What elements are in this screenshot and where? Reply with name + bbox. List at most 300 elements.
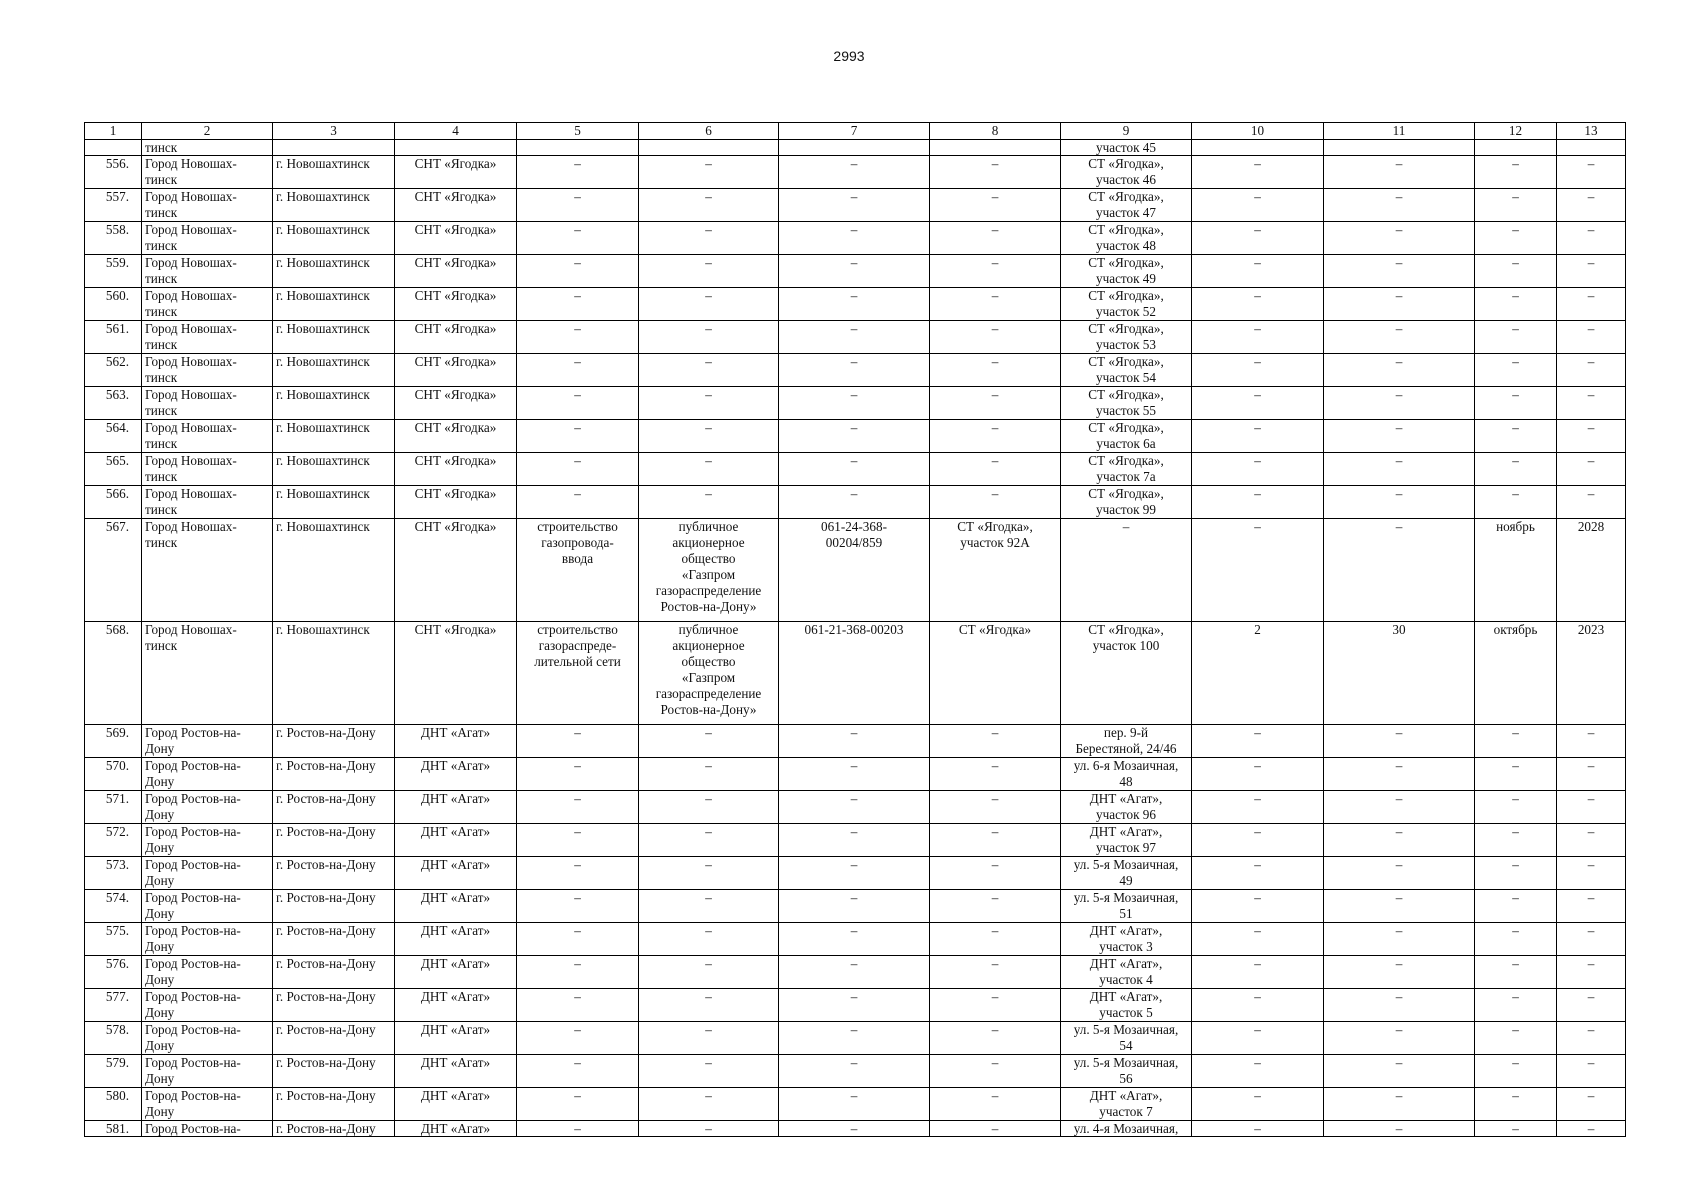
cell-col-11: – — [1324, 420, 1475, 453]
cell-col-7: – — [779, 923, 930, 956]
cell-col-2: Город Новошах- тинск — [142, 189, 273, 222]
cell-col-11: – — [1324, 725, 1475, 758]
cell-col-3: г. Новошахтинск — [273, 354, 395, 387]
cell-col-13: – — [1557, 354, 1626, 387]
table-row — [85, 156, 1626, 189]
cell-col-6: – — [639, 354, 779, 387]
cell-col-3: г. Ростов-на-Дону — [273, 791, 395, 824]
table-row — [85, 387, 1626, 420]
cell-col-9: ул. 5-я Мозаичная, 51 — [1061, 890, 1192, 923]
cell-col-1: 560. — [85, 288, 142, 321]
table-row — [85, 1121, 1626, 1137]
cell-col-4: СНТ «Ягодка» — [395, 387, 517, 420]
cell-col-9: СТ «Ягодка», участок 100 — [1061, 622, 1192, 725]
cell-col-9: ДНТ «Агат», участок 4 — [1061, 956, 1192, 989]
continuation-cell-3 — [273, 140, 395, 156]
cell-col-8: – — [930, 486, 1061, 519]
cell-col-12: – — [1475, 857, 1557, 890]
cell-col-3: г. Новошахтинск — [273, 486, 395, 519]
cell-col-13: – — [1557, 288, 1626, 321]
cell-col-7: – — [779, 824, 930, 857]
cell-col-5: – — [517, 486, 639, 519]
cell-col-3: г. Ростов-на-Дону — [273, 1121, 395, 1137]
table-row — [85, 989, 1626, 1022]
cell-col-10: – — [1192, 354, 1324, 387]
cell-col-4: ДНТ «Агат» — [395, 1121, 517, 1137]
cell-col-1: 571. — [85, 791, 142, 824]
column-header-7: 7 — [779, 123, 930, 140]
cell-col-1: 575. — [85, 923, 142, 956]
table-row — [85, 1088, 1626, 1121]
cell-col-12: – — [1475, 989, 1557, 1022]
cell-col-6: – — [639, 725, 779, 758]
cell-col-8: – — [930, 923, 1061, 956]
page-number: 2993 — [833, 48, 865, 64]
cell-col-5: – — [517, 791, 639, 824]
cell-col-1: 564. — [85, 420, 142, 453]
cell-col-10: – — [1192, 758, 1324, 791]
cell-col-1: 573. — [85, 857, 142, 890]
table-row — [85, 923, 1626, 956]
cell-col-9: ул. 6-я Мозаичная, 48 — [1061, 758, 1192, 791]
cell-col-4: СНТ «Ягодка» — [395, 189, 517, 222]
cell-col-4: СНТ «Ягодка» — [395, 622, 517, 725]
cell-col-5: – — [517, 923, 639, 956]
cell-col-7: – — [779, 725, 930, 758]
cell-col-4: ДНТ «Агат» — [395, 956, 517, 989]
table-row — [85, 857, 1626, 890]
column-header-13: 13 — [1557, 123, 1626, 140]
cell-col-1: 576. — [85, 956, 142, 989]
cell-col-7: – — [779, 321, 930, 354]
cell-col-9: СТ «Ягодка», участок 49 — [1061, 255, 1192, 288]
cell-col-13: 2028 — [1557, 519, 1626, 622]
cell-col-12: ноябрь — [1475, 519, 1557, 622]
cell-col-6: – — [639, 321, 779, 354]
cell-col-13: – — [1557, 824, 1626, 857]
cell-col-8: – — [930, 725, 1061, 758]
cell-col-7: – — [779, 486, 930, 519]
table-row — [85, 725, 1626, 758]
cell-col-4: СНТ «Ягодка» — [395, 222, 517, 255]
cell-col-12: – — [1475, 956, 1557, 989]
cell-col-3: г. Новошахтинск — [273, 156, 395, 189]
cell-col-3: г. Ростов-на-Дону — [273, 923, 395, 956]
table-row — [85, 321, 1626, 354]
cell-col-8: – — [930, 857, 1061, 890]
cell-col-1: 563. — [85, 387, 142, 420]
cell-col-13: – — [1557, 1022, 1626, 1055]
cell-col-6: – — [639, 989, 779, 1022]
cell-col-5: – — [517, 956, 639, 989]
cell-col-11: – — [1324, 486, 1475, 519]
cell-col-13: – — [1557, 255, 1626, 288]
cell-col-12: – — [1475, 288, 1557, 321]
cell-col-6: – — [639, 222, 779, 255]
cell-col-1: 556. — [85, 156, 142, 189]
cell-col-6: – — [639, 387, 779, 420]
cell-col-4: ДНТ «Агат» — [395, 989, 517, 1022]
cell-col-12: – — [1475, 486, 1557, 519]
cell-col-13: – — [1557, 956, 1626, 989]
cell-col-10: – — [1192, 288, 1324, 321]
cell-col-3: г. Ростов-на-Дону — [273, 758, 395, 791]
cell-col-10: – — [1192, 222, 1324, 255]
cell-col-13: – — [1557, 1121, 1626, 1137]
cell-col-7: 061-24-368- 00204/859 — [779, 519, 930, 622]
cell-col-5: – — [517, 453, 639, 486]
cell-col-12: – — [1475, 453, 1557, 486]
cell-col-2: Город Ростов-на- Дону — [142, 857, 273, 890]
cell-col-9: СТ «Ягодка», участок 54 — [1061, 354, 1192, 387]
cell-col-11: – — [1324, 189, 1475, 222]
cell-col-7: – — [779, 354, 930, 387]
cell-col-12: – — [1475, 354, 1557, 387]
cell-col-2: Город Новошах- тинск — [142, 321, 273, 354]
cell-col-13: – — [1557, 989, 1626, 1022]
cell-col-9: СТ «Ягодка», участок 7а — [1061, 453, 1192, 486]
cell-col-3: г. Ростов-на-Дону — [273, 1055, 395, 1088]
cell-col-10: – — [1192, 1088, 1324, 1121]
cell-col-1: 577. — [85, 989, 142, 1022]
cell-col-5: – — [517, 890, 639, 923]
table-body — [85, 140, 1626, 1137]
cell-col-13: – — [1557, 1055, 1626, 1088]
cell-col-2: Город Ростов-на- Дону — [142, 1088, 273, 1121]
cell-col-3: г. Новошахтинск — [273, 420, 395, 453]
column-header-5: 5 — [517, 123, 639, 140]
cell-col-3: г. Новошахтинск — [273, 189, 395, 222]
cell-col-2: Город Новошах- тинск — [142, 420, 273, 453]
cell-col-5: – — [517, 156, 639, 189]
cell-col-5: – — [517, 1121, 639, 1137]
cell-col-6: – — [639, 453, 779, 486]
cell-col-13: – — [1557, 321, 1626, 354]
cell-col-11: – — [1324, 222, 1475, 255]
table-row — [85, 420, 1626, 453]
cell-col-13: – — [1557, 923, 1626, 956]
cell-col-11: – — [1324, 288, 1475, 321]
cell-col-13: – — [1557, 725, 1626, 758]
cell-col-2: Город Новошах- тинск — [142, 453, 273, 486]
cell-col-2: Город Ростов-на- Дону — [142, 791, 273, 824]
continuation-cell-5 — [517, 140, 639, 156]
cell-col-9: СТ «Ягодка», участок 48 — [1061, 222, 1192, 255]
cell-col-3: г. Ростов-на-Дону — [273, 1088, 395, 1121]
cell-col-10: – — [1192, 989, 1324, 1022]
cell-col-9: ДНТ «Агат», участок 5 — [1061, 989, 1192, 1022]
cell-col-2: Город Ростов-на- Дону — [142, 1022, 273, 1055]
cell-col-13: – — [1557, 758, 1626, 791]
cell-col-3: г. Новошахтинск — [273, 288, 395, 321]
cell-col-12: – — [1475, 1121, 1557, 1137]
cell-col-5: строительство газораспреде- лительной сети — [517, 622, 639, 725]
continuation-cell-10 — [1192, 140, 1324, 156]
cell-col-7: – — [779, 1055, 930, 1088]
cell-col-1: 570. — [85, 758, 142, 791]
cell-col-7: – — [779, 453, 930, 486]
table-row — [85, 519, 1626, 622]
cell-col-6: – — [639, 189, 779, 222]
cell-col-10: – — [1192, 857, 1324, 890]
cell-col-4: ДНТ «Агат» — [395, 824, 517, 857]
cell-col-12: – — [1475, 156, 1557, 189]
cell-col-1: 557. — [85, 189, 142, 222]
cell-col-11: – — [1324, 890, 1475, 923]
column-header-9: 9 — [1061, 123, 1192, 140]
cell-col-13: – — [1557, 222, 1626, 255]
cell-col-3: г. Ростов-на-Дону — [273, 824, 395, 857]
cell-col-12: – — [1475, 725, 1557, 758]
cell-col-6: – — [639, 1022, 779, 1055]
cell-col-9: СТ «Ягодка», участок 47 — [1061, 189, 1192, 222]
cell-col-7: – — [779, 1121, 930, 1137]
cell-col-3: г. Новошахтинск — [273, 622, 395, 725]
cell-col-4: СНТ «Ягодка» — [395, 354, 517, 387]
cell-col-6: – — [639, 758, 779, 791]
cell-col-2: Город Ростов-на- Дону — [142, 923, 273, 956]
cell-col-5: – — [517, 857, 639, 890]
cell-col-11: – — [1324, 1121, 1475, 1137]
cell-col-10: – — [1192, 519, 1324, 622]
cell-col-5: – — [517, 824, 639, 857]
cell-col-5: – — [517, 420, 639, 453]
cell-col-6: – — [639, 824, 779, 857]
cell-col-4: СНТ «Ягодка» — [395, 486, 517, 519]
column-number-header-row — [85, 123, 1626, 140]
cell-col-1: 568. — [85, 622, 142, 725]
cell-col-5: – — [517, 1055, 639, 1088]
cell-col-11: – — [1324, 791, 1475, 824]
cell-col-7: – — [779, 1022, 930, 1055]
cell-col-10: – — [1192, 725, 1324, 758]
cell-col-1: 579. — [85, 1055, 142, 1088]
cell-col-1: 567. — [85, 519, 142, 622]
cell-col-8: – — [930, 956, 1061, 989]
cell-col-7: – — [779, 387, 930, 420]
table-row — [85, 354, 1626, 387]
cell-col-10: – — [1192, 791, 1324, 824]
cell-col-10: 2 — [1192, 622, 1324, 725]
cell-col-2: Город Новошах- тинск — [142, 288, 273, 321]
cell-col-6: – — [639, 255, 779, 288]
cell-col-1: 569. — [85, 725, 142, 758]
table-row — [85, 189, 1626, 222]
cell-col-1: 561. — [85, 321, 142, 354]
cell-col-9: ДНТ «Агат», участок 3 — [1061, 923, 1192, 956]
cell-col-4: СНТ «Ягодка» — [395, 321, 517, 354]
cell-col-6: – — [639, 156, 779, 189]
cell-col-4: СНТ «Ягодка» — [395, 288, 517, 321]
cell-col-6: – — [639, 890, 779, 923]
column-header-10: 10 — [1192, 123, 1324, 140]
cell-col-12: – — [1475, 189, 1557, 222]
cell-col-3: г. Ростов-на-Дону — [273, 956, 395, 989]
cell-col-8: – — [930, 1022, 1061, 1055]
cell-col-13: – — [1557, 486, 1626, 519]
cell-col-8: – — [930, 1088, 1061, 1121]
cell-col-3: г. Новошахтинск — [273, 222, 395, 255]
continuation-row — [85, 140, 1626, 156]
cell-col-8: – — [930, 321, 1061, 354]
cell-col-2: Город Ростов-на- Дону — [142, 725, 273, 758]
cell-col-3: г. Новошахтинск — [273, 519, 395, 622]
cell-col-6: – — [639, 288, 779, 321]
cell-col-4: ДНТ «Агат» — [395, 758, 517, 791]
cell-col-11: – — [1324, 519, 1475, 622]
cell-col-6: – — [639, 420, 779, 453]
cell-col-5: – — [517, 758, 639, 791]
cell-col-4: ДНТ «Агат» — [395, 725, 517, 758]
cell-col-7: – — [779, 189, 930, 222]
table-row — [85, 824, 1626, 857]
cell-col-4: СНТ «Ягодка» — [395, 519, 517, 622]
cell-col-7: – — [779, 222, 930, 255]
table-row — [85, 288, 1626, 321]
cell-col-5: – — [517, 321, 639, 354]
cell-col-9: ул. 5-я Мозаичная, 49 — [1061, 857, 1192, 890]
cell-col-10: – — [1192, 387, 1324, 420]
cell-col-13: – — [1557, 387, 1626, 420]
cell-col-10: – — [1192, 420, 1324, 453]
cell-col-12: – — [1475, 1022, 1557, 1055]
cell-col-7: – — [779, 956, 930, 989]
table-row — [85, 956, 1626, 989]
cell-col-1: 566. — [85, 486, 142, 519]
cell-col-13: – — [1557, 1088, 1626, 1121]
table-row — [85, 622, 1626, 725]
cell-col-9: СТ «Ягодка», участок 55 — [1061, 387, 1192, 420]
table-row — [85, 1022, 1626, 1055]
data-table — [84, 122, 1626, 1137]
cell-col-7: – — [779, 255, 930, 288]
cell-col-10: – — [1192, 156, 1324, 189]
column-header-2: 2 — [142, 123, 273, 140]
cell-col-5: – — [517, 255, 639, 288]
cell-col-12: – — [1475, 387, 1557, 420]
cell-col-1: 562. — [85, 354, 142, 387]
continuation-cell-7 — [779, 140, 930, 156]
table-row — [85, 255, 1626, 288]
cell-col-11: – — [1324, 1088, 1475, 1121]
cell-col-8: – — [930, 1121, 1061, 1137]
cell-col-4: ДНТ «Агат» — [395, 1088, 517, 1121]
cell-col-4: СНТ «Ягодка» — [395, 420, 517, 453]
column-header-3: 3 — [273, 123, 395, 140]
table-row — [85, 222, 1626, 255]
cell-col-13: 2023 — [1557, 622, 1626, 725]
cell-col-2: Город Ростов-на- Дону — [142, 1055, 273, 1088]
cell-col-3: г. Ростов-на-Дону — [273, 1022, 395, 1055]
cell-col-1: 578. — [85, 1022, 142, 1055]
cell-col-6: – — [639, 1121, 779, 1137]
cell-col-9: СТ «Ягодка», участок 52 — [1061, 288, 1192, 321]
cell-col-13: – — [1557, 857, 1626, 890]
cell-col-2: Город Новошах- тинск — [142, 622, 273, 725]
cell-col-8: – — [930, 453, 1061, 486]
cell-col-8: – — [930, 791, 1061, 824]
cell-col-11: – — [1324, 156, 1475, 189]
cell-col-11: – — [1324, 956, 1475, 989]
cell-col-2: Город Ростов-на- Дону — [142, 758, 273, 791]
cell-col-8: – — [930, 758, 1061, 791]
cell-col-13: – — [1557, 420, 1626, 453]
continuation-cell-9: участок 45 — [1061, 140, 1192, 156]
cell-col-7: – — [779, 890, 930, 923]
cell-col-12: – — [1475, 758, 1557, 791]
cell-col-7: – — [779, 989, 930, 1022]
cell-col-1: 559. — [85, 255, 142, 288]
table-row — [85, 486, 1626, 519]
table-row — [85, 1055, 1626, 1088]
cell-col-8: СТ «Ягодка» — [930, 622, 1061, 725]
column-header-1: 1 — [85, 123, 142, 140]
cell-col-3: г. Ростов-на-Дону — [273, 890, 395, 923]
cell-col-2: Город Ростов-на- Дону — [142, 824, 273, 857]
cell-col-5: – — [517, 354, 639, 387]
cell-col-5: – — [517, 989, 639, 1022]
cell-col-2: Город Ростов-на- Дону — [142, 956, 273, 989]
cell-col-2: Город Новошах- тинск — [142, 486, 273, 519]
cell-col-9: СТ «Ягодка», участок 99 — [1061, 486, 1192, 519]
cell-col-4: ДНТ «Агат» — [395, 890, 517, 923]
cell-col-12: – — [1475, 923, 1557, 956]
cell-col-8: – — [930, 890, 1061, 923]
cell-col-8: – — [930, 255, 1061, 288]
cell-col-6: – — [639, 923, 779, 956]
cell-col-2: Город Ростов-на- — [142, 1121, 273, 1137]
cell-col-3: г. Ростов-на-Дону — [273, 989, 395, 1022]
continuation-cell-1 — [85, 140, 142, 156]
cell-col-1: 574. — [85, 890, 142, 923]
cell-col-9: ул. 5-я Мозаичная, 54 — [1061, 1022, 1192, 1055]
cell-col-3: г. Новошахтинск — [273, 453, 395, 486]
cell-col-12: октябрь — [1475, 622, 1557, 725]
cell-col-12: – — [1475, 222, 1557, 255]
continuation-cell-2: тинск — [142, 140, 273, 156]
cell-col-4: ДНТ «Агат» — [395, 1055, 517, 1088]
table-row — [85, 791, 1626, 824]
cell-col-9: ДНТ «Агат», участок 97 — [1061, 824, 1192, 857]
cell-col-6: – — [639, 857, 779, 890]
cell-col-1: 580. — [85, 1088, 142, 1121]
cell-col-9: пер. 9-й Берестяной, 24/46 — [1061, 725, 1192, 758]
cell-col-9: СТ «Ягодка», участок 53 — [1061, 321, 1192, 354]
continuation-cell-6 — [639, 140, 779, 156]
cell-col-1: 565. — [85, 453, 142, 486]
cell-col-7: – — [779, 288, 930, 321]
cell-col-5: – — [517, 189, 639, 222]
cell-col-11: – — [1324, 255, 1475, 288]
cell-col-5: – — [517, 725, 639, 758]
cell-col-11: – — [1324, 824, 1475, 857]
cell-col-2: Город Новошах- тинск — [142, 354, 273, 387]
cell-col-11: – — [1324, 354, 1475, 387]
cell-col-10: – — [1192, 1055, 1324, 1088]
cell-col-12: – — [1475, 890, 1557, 923]
cell-col-11: – — [1324, 321, 1475, 354]
table-row — [85, 758, 1626, 791]
cell-col-4: ДНТ «Агат» — [395, 1022, 517, 1055]
cell-col-10: – — [1192, 1121, 1324, 1137]
cell-col-4: ДНТ «Агат» — [395, 791, 517, 824]
cell-col-2: Город Ростов-на- Дону — [142, 890, 273, 923]
cell-col-8: СТ «Ягодка», участок 92А — [930, 519, 1061, 622]
cell-col-13: – — [1557, 189, 1626, 222]
cell-col-8: – — [930, 288, 1061, 321]
cell-col-12: – — [1475, 791, 1557, 824]
cell-col-2: Город Новошах- тинск — [142, 519, 273, 622]
